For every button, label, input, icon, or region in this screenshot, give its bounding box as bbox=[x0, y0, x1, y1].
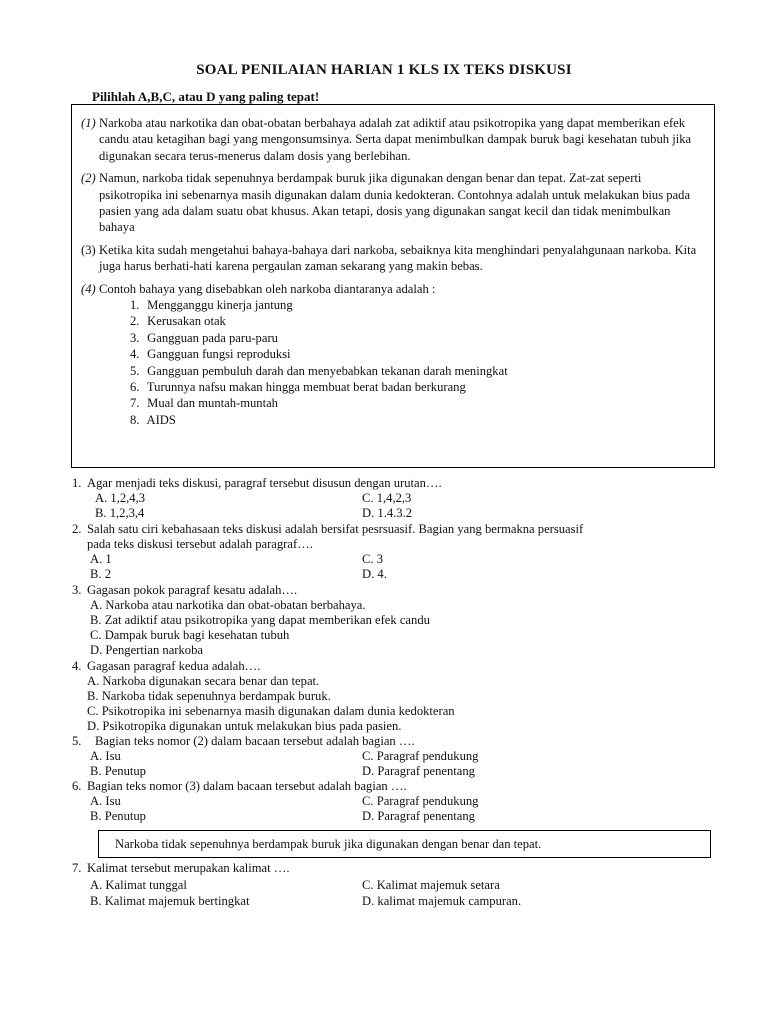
option-d[interactable]: D. 4. bbox=[362, 567, 387, 581]
option-a[interactable]: A. Isu bbox=[90, 749, 121, 763]
list-number: 7. bbox=[130, 396, 140, 411]
paragraph-text: Ketika kita sudah mengetahui bahaya-bahaya dari narkoba, sebaiknya kita menghindari penyalahgunaan narkoba. Kita juga harus berhati-hati karena pergaulan zaman sekarang yang makin bebas. bbox=[99, 242, 697, 274]
list-text: Gangguan fungsi reproduksi bbox=[147, 347, 291, 362]
list-number: 3. bbox=[130, 330, 140, 345]
reading-passage bbox=[71, 104, 715, 468]
option-a[interactable]: A. 1 bbox=[90, 552, 112, 566]
options bbox=[72, 598, 722, 658]
option-a[interactable]: A. 1,2,4,3 bbox=[95, 491, 146, 505]
paragraph-4 bbox=[82, 281, 704, 297]
question-text bbox=[72, 659, 722, 674]
list-item bbox=[130, 363, 704, 379]
question-number: 5. bbox=[72, 734, 82, 748]
question-number: 3. bbox=[72, 583, 82, 597]
options bbox=[72, 674, 722, 734]
page-title: SOAL PENILAIAN HARIAN 1 KLS IX TEKS DISKUSI bbox=[196, 62, 572, 78]
option-c[interactable]: C. Paragraf pendukung bbox=[362, 794, 479, 808]
instruction: Pilihlah A,B,C, atau D yang paling tepat! bbox=[92, 89, 320, 104]
option-c[interactable]: C. 1,4,2,3 bbox=[362, 491, 412, 505]
question-4 bbox=[72, 659, 722, 734]
options bbox=[72, 749, 722, 779]
list-item bbox=[130, 330, 704, 346]
question-prompt: Gagasan paragraf kedua adalah…. bbox=[87, 659, 261, 673]
option-b[interactable]: B. Penutup bbox=[90, 764, 146, 778]
question-text bbox=[72, 583, 722, 598]
question-6 bbox=[72, 779, 722, 824]
option-b[interactable]: B. Narkoba tidak sepenuhnya berdampak buruk. bbox=[87, 689, 331, 703]
list-number: 2. bbox=[130, 314, 140, 329]
list-text: Mengganggu kinerja jantung bbox=[147, 298, 293, 313]
question-7 bbox=[72, 861, 722, 906]
option-d[interactable]: D. Paragraf penentang bbox=[362, 809, 475, 823]
paragraph-text: Namun, narkoba tidak sepenuhnya berdampak buruk jika digunakan dengan benar dan tepat. Zat-zat seperti psikotropika ini sebenarnya masih digunakan dalam dunia kedokteran. Contohnya adalah untuk melakukan bius pada pasien yang ada dalam suatu obat khusus. Akan tetapi, dosis yang digunakan sangat kecil dan tidak menimbulkan bahaya bbox=[99, 171, 691, 235]
options bbox=[72, 552, 722, 582]
option-a[interactable]: A. Narkoba atau narkotika dan obat-obatan berbahaya. bbox=[90, 598, 366, 612]
option-d[interactable]: D. Paragraf penentang bbox=[362, 764, 475, 778]
option-c[interactable]: C. Paragraf pendukung bbox=[362, 749, 479, 763]
option-d[interactable]: D. Psikotropika digunakan untuk melakukan bius pada pasien. bbox=[87, 719, 402, 733]
option-a[interactable]: A. Isu bbox=[90, 794, 121, 808]
paragraph-number: (2) bbox=[81, 171, 96, 186]
option-b[interactable]: B. Zat adiktif atau psikotropika yang dapat memberikan efek candu bbox=[90, 613, 430, 627]
question-3 bbox=[72, 583, 722, 658]
option-c[interactable]: C. Dampak buruk bagi kesehatan tubuh bbox=[90, 628, 290, 642]
list-text: Gangguan pembuluh darah dan menyebabkan tekanan darah meningkat bbox=[147, 363, 508, 378]
list-number: 1. bbox=[130, 298, 140, 313]
options bbox=[72, 794, 722, 824]
list-item bbox=[130, 412, 704, 428]
option-a[interactable]: A. Narkoba digunakan secara benar dan tepat. bbox=[87, 674, 320, 688]
option-c[interactable]: C. Psikotropika ini sebenarnya masih digunakan dalam dunia kedokteran bbox=[87, 704, 455, 718]
list-number: 6. bbox=[130, 380, 140, 395]
question-prompt-cont: pada teks diskusi tersebut adalah paragraf…. bbox=[87, 537, 313, 551]
question-text bbox=[72, 779, 722, 794]
list-item bbox=[130, 395, 704, 411]
question-prompt: Bagian teks nomor (3) dalam bacaan tersebut adalah bagian …. bbox=[87, 779, 407, 793]
list-text: Turunnya nafsu makan hingga membuat berat badan berkurang bbox=[146, 380, 466, 395]
question-2 bbox=[72, 522, 722, 582]
question-text bbox=[72, 734, 722, 749]
option-b[interactable]: B. 1,2,3,4 bbox=[95, 506, 145, 520]
list-number: 8. bbox=[130, 412, 140, 427]
question-number: 4. bbox=[72, 659, 82, 673]
option-a[interactable]: A. Kalimat tunggal bbox=[90, 878, 187, 892]
paragraph-text: Narkoba atau narkotika dan obat-obatan berbahaya adalah zat adiktif atau psikotropika yang dapat memberikan efek candu atau ketagihan bagi yang mengonsumsinya. Serta dapat menimbulkan dampak buruk bagi kesehatan tubuh jika digunakan secara terus-menerus dalam dosis yang berlebihan. bbox=[99, 116, 692, 163]
list-item bbox=[130, 297, 704, 313]
question-text bbox=[72, 861, 722, 876]
paragraph-3 bbox=[82, 242, 704, 275]
option-d[interactable]: D. Pengertian narkoba bbox=[90, 643, 203, 657]
question-prompt: Salah satu ciri kebahasaan teks diskusi adalah bersifat pesrsuasif. Bagian yang bermakna persuasif bbox=[87, 522, 584, 536]
paragraph-number: (1) bbox=[81, 116, 96, 130]
options bbox=[72, 876, 722, 906]
paragraph-2 bbox=[82, 170, 704, 236]
options bbox=[72, 491, 722, 521]
list-text: Gangguan pada paru-paru bbox=[147, 330, 278, 345]
question-text bbox=[72, 476, 722, 491]
question-prompt: Kalimat tersebut merupakan kalimat …. bbox=[87, 861, 290, 875]
option-c[interactable]: C. Kalimat majemuk setara bbox=[362, 878, 500, 892]
question-1 bbox=[72, 476, 722, 521]
dangers-list bbox=[130, 297, 704, 428]
quoted-sentence: Narkoba tidak sepenuhnya berdampak buruk jika digunakan dengan benar dan tepat. bbox=[98, 830, 711, 858]
option-d[interactable]: D. kalimat majemuk campuran. bbox=[362, 894, 522, 908]
paragraph-text: Contoh bahaya yang disebabkan oleh narkoba diantaranya adalah : bbox=[99, 281, 436, 296]
question-number: 2. bbox=[72, 522, 82, 536]
list-text: Mual dan muntah-muntah bbox=[147, 396, 278, 411]
question-number: 1. bbox=[72, 476, 82, 490]
paragraph-number: (3) bbox=[81, 242, 96, 257]
list-item bbox=[130, 346, 704, 362]
question-prompt: Bagian teks nomor (2) dalam bacaan tersebut adalah bagian …. bbox=[95, 734, 415, 748]
option-c[interactable]: C. 3 bbox=[362, 552, 383, 566]
option-d[interactable]: D. 1.4.3.2 bbox=[362, 506, 413, 520]
question-number: 7. bbox=[72, 861, 82, 875]
question-5 bbox=[72, 734, 722, 779]
question-prompt: Gagasan pokok paragraf kesatu adalah…. bbox=[87, 583, 298, 597]
option-b[interactable]: B. Kalimat majemuk bertingkat bbox=[90, 894, 250, 908]
paragraph-number: (4) bbox=[81, 281, 96, 296]
list-number: 4. bbox=[130, 347, 140, 362]
option-b[interactable]: B. Penutup bbox=[90, 809, 146, 823]
question-number: 6. bbox=[72, 779, 82, 793]
list-text: AIDS bbox=[146, 412, 176, 427]
question-prompt: Agar menjadi teks diskusi, paragraf tersebut disusun dengan urutan…. bbox=[87, 476, 442, 490]
list-item bbox=[130, 379, 704, 395]
option-b[interactable]: B. 2 bbox=[90, 567, 111, 581]
list-number: 5. bbox=[130, 363, 140, 378]
list-text: Kerusakan otak bbox=[147, 314, 226, 329]
list-item bbox=[130, 313, 704, 329]
paragraph-1 bbox=[82, 115, 704, 164]
question-text bbox=[72, 522, 722, 552]
